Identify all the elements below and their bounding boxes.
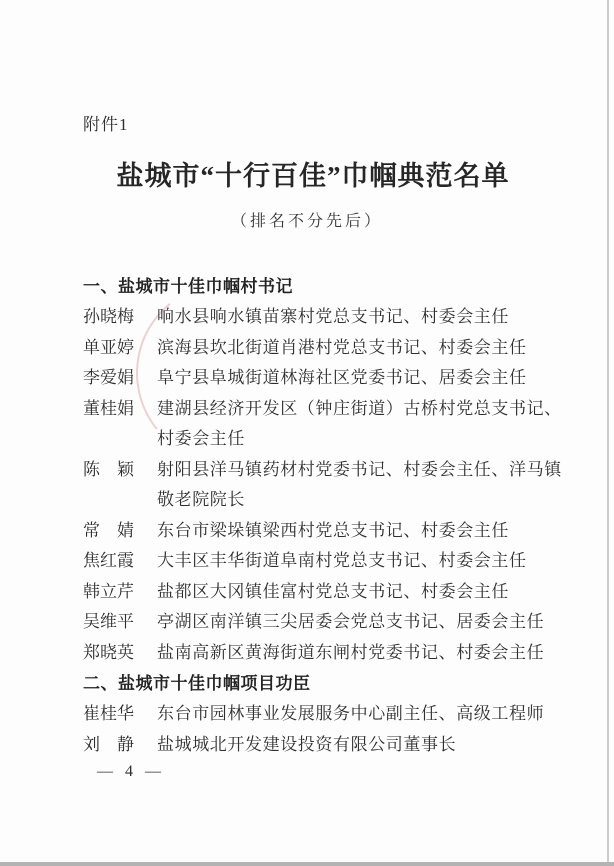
scan-page-right-edge [607,0,609,862]
list-item [83,607,590,638]
list-item [83,333,590,364]
entry-name: 孙晓梅 [83,307,134,326]
entry-title [157,577,590,608]
entry-title [157,638,590,669]
entry-title-line: 东台市梁垛镇梁西村党总支书记、村委会主任 [157,520,509,540]
entry-title [157,730,590,761]
page-title: 盐城市“十行百佳”巾帼典范名单 [116,161,510,191]
entry-title [157,394,590,455]
page-subtitle: （排名不分先后） [230,213,383,230]
entry-title-line: 大丰区丰华街道阜南村党总支书记、村委会主任 [157,551,527,570]
entry-title [157,546,590,577]
entry-title-line: 东台市园林事业发展服务中心副主任、高级工程师 [157,704,545,723]
entry-title [157,455,590,516]
entry-title-line: 敬老院院长 [157,490,245,509]
sections [83,271,590,760]
entry-name: 刘 静 [83,734,134,754]
entry-title-line: 盐都区大冈镇佳富村党总支书记、村委会主任 [157,581,509,601]
entry-title-line: 盐南高新区黄海街道东闸村党委书记、村委会主任 [157,642,545,662]
list-item [83,699,590,730]
entry-name: 韩立芹 [83,581,134,601]
list-item [83,302,590,333]
entry-title-line: 阜宁县阜城街道林海社区党委书记、居委会主任 [157,368,527,387]
list-item [83,455,590,516]
list-item [83,516,590,547]
section-heading: 二、盐城市十佳巾帼项目功臣 [83,674,311,693]
scan-page-bottom-edge [0,862,614,866]
list-item [83,638,590,669]
entry-name: 吴维平 [83,612,134,631]
list-item [83,394,590,455]
entry-name: 郑晓英 [83,642,134,662]
entry-title [157,363,590,394]
list-item [83,577,590,608]
entry-name: 单亚婷 [83,337,134,357]
list-item [83,546,590,577]
entry-title [157,333,590,364]
entry-title-line: 建湖县经济开发区（钟庄街道）古桥村党总支书记、 [157,398,562,418]
entry-name: 焦红霞 [83,551,134,570]
entry-title-line: 滨海县坎北街道肖港村党总支书记、村委会主任 [157,337,527,357]
entry-title-line: 盐城城北开发建设投资有限公司董事长 [157,734,457,754]
section-heading: 一、盐城市十佳巾帼村书记 [83,277,293,296]
entry-title-line: 射阳县洋马镇药材村党委书记、村委会主任、洋马镇 [157,459,562,479]
attachment-label: 附件1 [83,115,129,134]
entry-name: 董桂娟 [83,398,134,418]
entry-title-line: 村委会主任 [157,429,245,448]
entry-name: 陈 颖 [83,459,134,479]
entry-title [157,699,590,730]
entry-name: 常 婧 [83,520,134,540]
entry-title-line: 亭湖区南洋镇三尖居委会党总支书记、居委会主任 [157,612,545,631]
page-number: — 4 — [97,763,165,780]
entry-title [157,607,590,638]
entry-title [157,302,590,333]
entry-title [157,516,590,547]
list-item [83,363,590,394]
entry-title-line: 响水县响水镇苗寨村党总支书记、村委会主任 [157,307,509,326]
entry-name: 李爱娟 [83,368,134,387]
entry-name: 崔桂华 [83,704,134,723]
list-item [83,730,590,761]
